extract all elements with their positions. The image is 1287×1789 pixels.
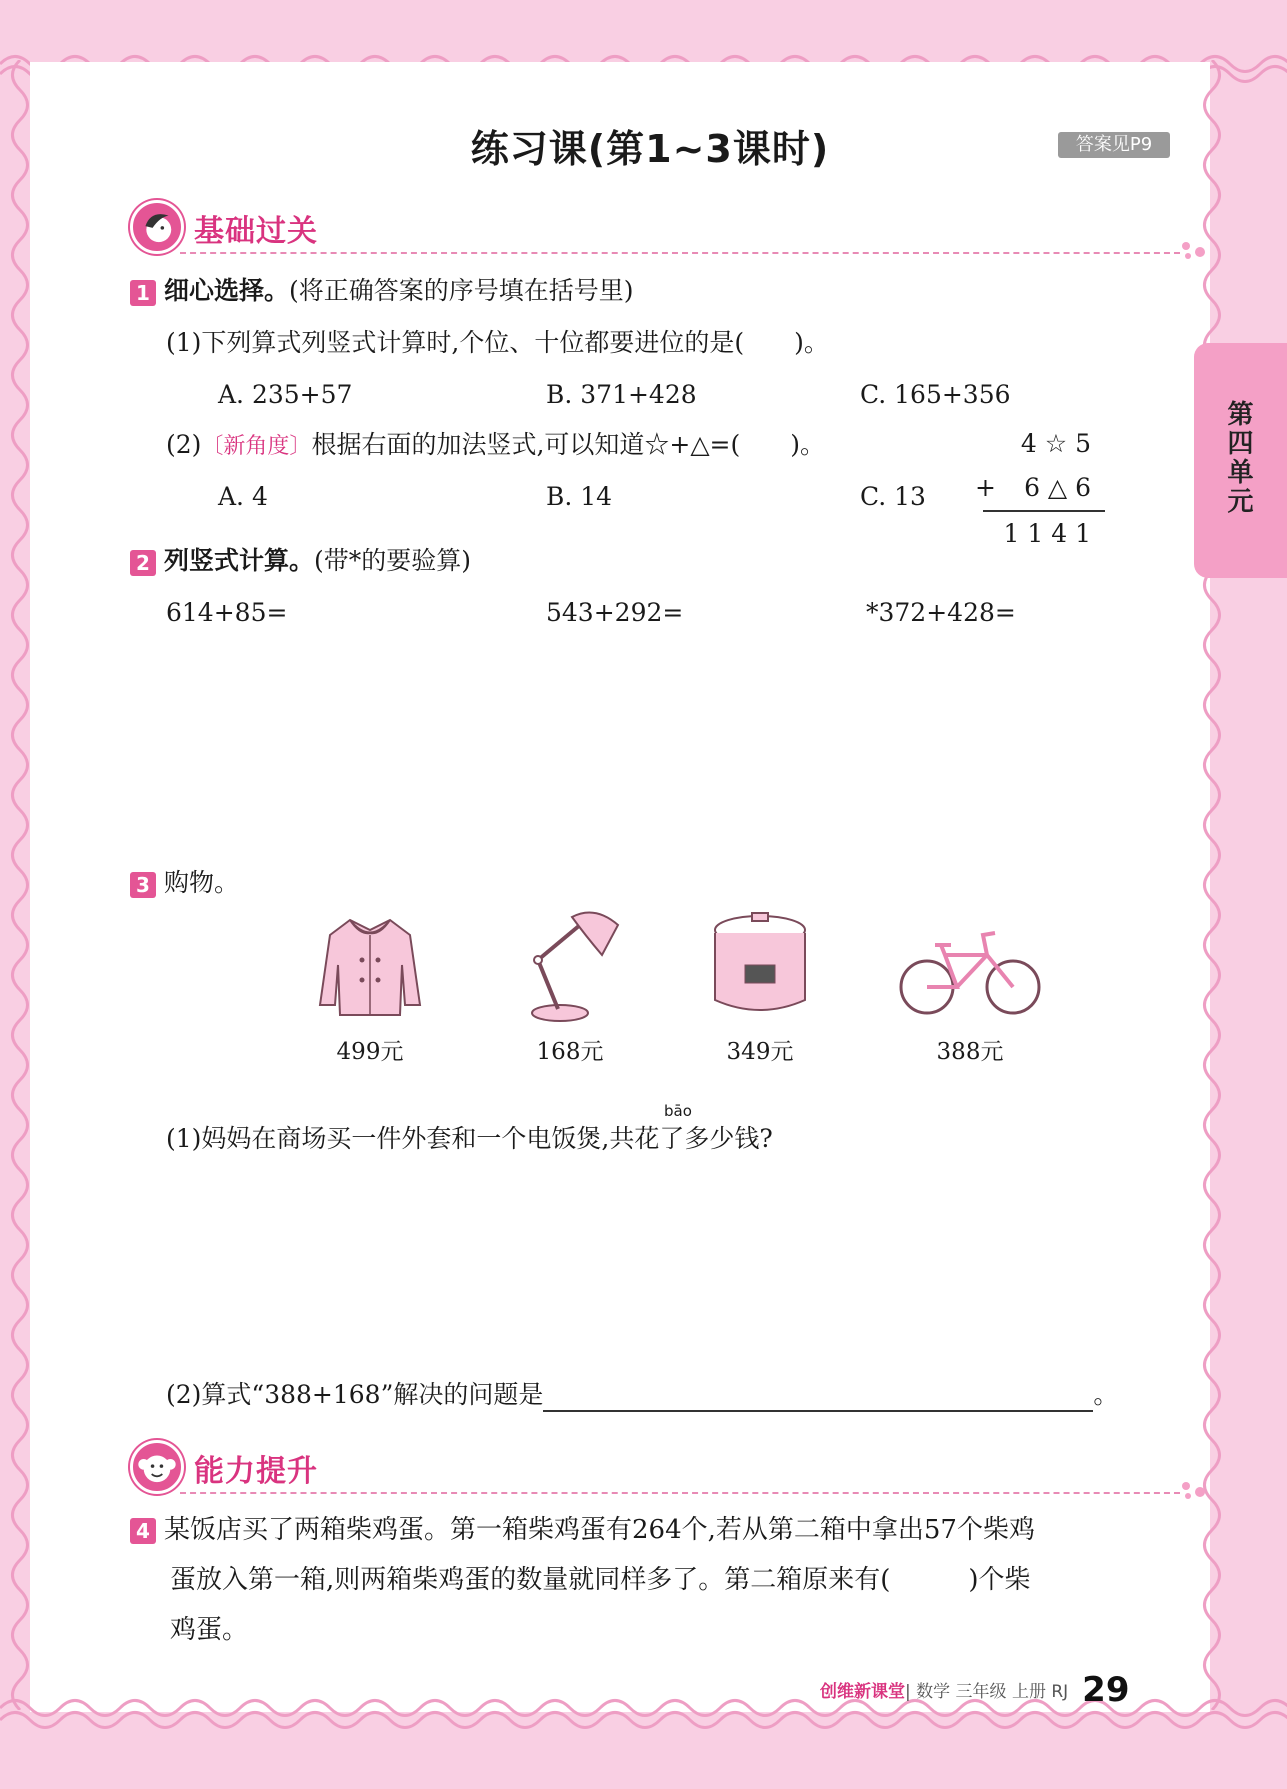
q1-sub2-option-a: A. 4 <box>218 482 268 511</box>
q1-sub2-option-b: B. 14 <box>546 482 613 511</box>
q1-sub1-option-c: C. 165+356 <box>860 380 1011 409</box>
vertical-plus-sign: + <box>975 473 996 502</box>
rice-cooker-icon <box>700 905 820 1025</box>
question-2-heading <box>130 544 471 578</box>
footer-meta: | 数学 三年级 上册 RJ <box>905 1682 1069 1702</box>
section-banner-advanced <box>130 1440 1220 1496</box>
vertical-row-2: 6 △ 6 <box>1024 473 1091 502</box>
item-price: 168元 <box>536 1039 604 1065</box>
question-2-title: 列竖式计算。 <box>164 546 315 575</box>
shopping-items <box>290 905 1060 1085</box>
unit-side-tab <box>1194 343 1287 578</box>
answer-reference-tag: 答案见P9 <box>1058 132 1170 158</box>
decorative-dots-icon <box>1180 240 1210 260</box>
question-number-badge: 1 <box>130 280 156 306</box>
item-bicycle <box>880 905 1060 1066</box>
q3-sub2-end: 。 <box>1093 1380 1119 1409</box>
q1-sub1-option-b: B. 371+428 <box>546 380 697 409</box>
question-2-note: (带*的要验算) <box>314 546 472 575</box>
section-divider <box>180 1492 1180 1494</box>
question-number-badge: 3 <box>130 872 156 898</box>
q1-sub1-stem: (1)下列算式列竖式计算时,个位、十位都要进位的是( )。 <box>166 328 829 357</box>
q1-sub2-stem-row <box>166 428 825 464</box>
coat-icon <box>310 905 430 1025</box>
question-1-note: (将正确答案的序号填在括号里) <box>289 276 634 305</box>
question-4 <box>130 1505 1130 1655</box>
vertical-addition <box>975 422 1105 556</box>
item-price: 499元 <box>336 1039 404 1065</box>
pinyin-annotation: bāo <box>664 1102 692 1120</box>
item-rice-cooker <box>680 905 840 1066</box>
q1-sub2-option-c: C. 13 <box>860 482 926 511</box>
question-1-heading <box>130 274 634 308</box>
section-title-basic: 基础过关 <box>194 214 318 249</box>
q3-sub2-stem: (2)算式“388+168”解决的问题是 <box>166 1380 544 1409</box>
vertical-result: 1 1 4 1 <box>1003 519 1091 548</box>
question-number-badge: 2 <box>130 550 156 576</box>
section-banner-basic <box>130 200 1220 256</box>
item-coat <box>290 905 450 1066</box>
question-3-heading <box>130 866 239 900</box>
section-divider <box>180 252 1180 254</box>
unit-side-tab-label <box>1194 401 1287 517</box>
unit-tab-label-text: 第四单元 <box>1227 400 1254 517</box>
q1-sub2-stem: 根据右面的加法竖式,可以知道☆+△=( )。 <box>311 430 826 459</box>
q1-sub2-prefix: (2) <box>166 430 202 459</box>
q2-problem-1: 614+85= <box>166 598 288 627</box>
question-number-badge: 4 <box>130 1518 156 1544</box>
q4-line-2: 蛋放入第一箱,则两箱柴鸡蛋的数量就同样多了。第二箱原来有( )个柴 <box>170 1565 1031 1595</box>
item-price: 349元 <box>726 1039 794 1065</box>
q3-sub1-stem: (1)妈妈在商场买一件外套和一个电饭煲,共花了多少钱? <box>166 1124 773 1153</box>
decorative-dots-icon <box>1180 1480 1210 1500</box>
q4-line-1: 某饭店买了两箱柴鸡蛋。第一箱柴鸡蛋有264个,若从第二箱中拿出57个柴鸡 <box>164 1515 1035 1545</box>
section-title-advanced: 能力提升 <box>194 1454 318 1489</box>
page-number: 29 <box>1082 1670 1130 1710</box>
answer-blank-line[interactable] <box>543 1386 1093 1412</box>
desk-lamp-icon <box>510 905 630 1025</box>
wavy-border-left <box>0 60 40 1710</box>
q1-sub1-option-a: A. 235+57 <box>218 380 353 409</box>
question-1-title: 细心选择。 <box>164 276 290 305</box>
item-lamp <box>490 905 650 1066</box>
q3-sub2-row <box>166 1378 1118 1412</box>
vertical-row-2-wrap <box>975 466 1105 510</box>
q2-problem-2: 543+292= <box>546 598 684 627</box>
vertical-row-1: 4 ☆ 5 <box>1020 429 1091 458</box>
item-price: 388元 <box>936 1039 1004 1065</box>
new-angle-tag: 〔新角度〕 <box>201 434 312 459</box>
cartoon-girl-icon <box>130 200 184 254</box>
q2-problem-3: *372+428= <box>866 598 1016 627</box>
bicycle-icon <box>895 905 1045 1025</box>
page-footer <box>820 1670 1190 1710</box>
cartoon-monkey-icon <box>130 1440 184 1494</box>
q4-line-3: 鸡蛋。 <box>170 1615 249 1645</box>
question-3-title: 购物。 <box>164 868 240 897</box>
footer-brand: 创维新课堂 <box>820 1682 905 1702</box>
page-title: 练习课(第1~3课时) <box>470 127 830 171</box>
